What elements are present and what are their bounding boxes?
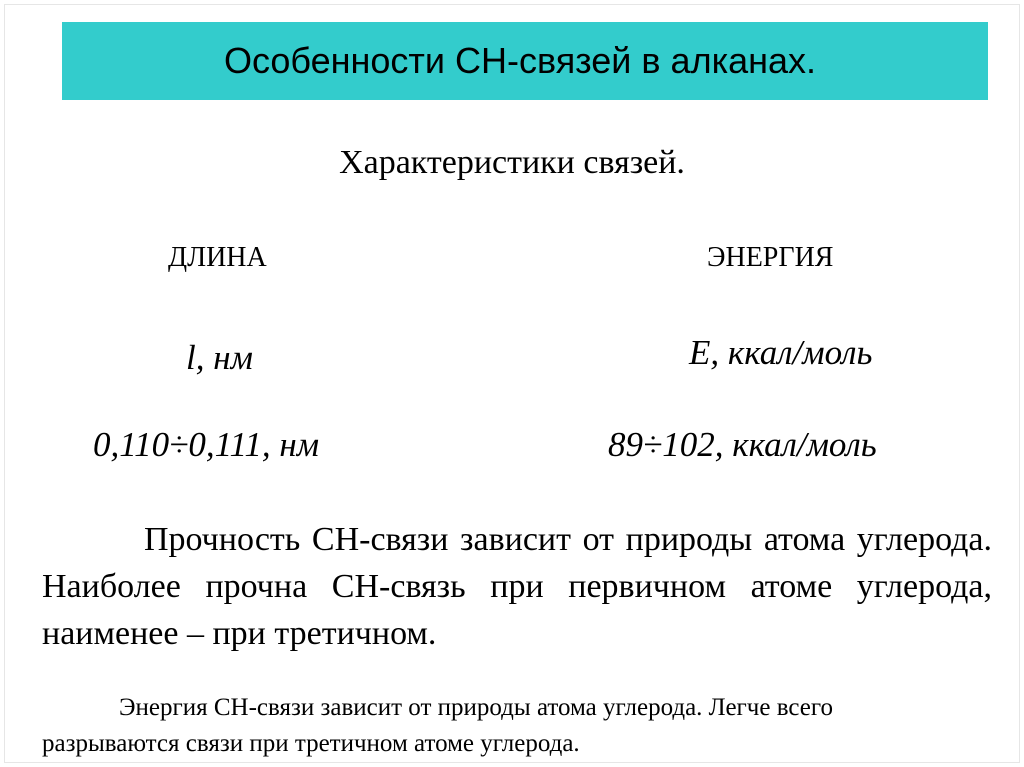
energy-value: 89÷102, ккал/моль — [608, 425, 877, 464]
subtitle: Характеристики связей. — [339, 144, 685, 181]
energy-unit: E, ккал/моль — [689, 333, 873, 372]
length-value: 0,110÷0,111, нм — [93, 425, 320, 464]
energy-note: Энергия СН-связи зависит от природы атома углерода. Легче всего разрываются связи при третичном атоме углерода. — [42, 694, 834, 757]
title-bar — [62, 22, 988, 100]
length-header: ДЛИНА — [168, 242, 267, 273]
slide-title: Особенности СН-связей в алканах. — [223, 40, 817, 81]
strength-paragraph: Прочность СН-связи зависит от природы атома углерода. Наиболее прочна СН-связь при первичном атоме углерода, наименее – при третичном. — [42, 521, 992, 652]
energy-header: ЭНЕРГИЯ — [707, 242, 834, 273]
length-unit: l, нм — [186, 338, 253, 377]
